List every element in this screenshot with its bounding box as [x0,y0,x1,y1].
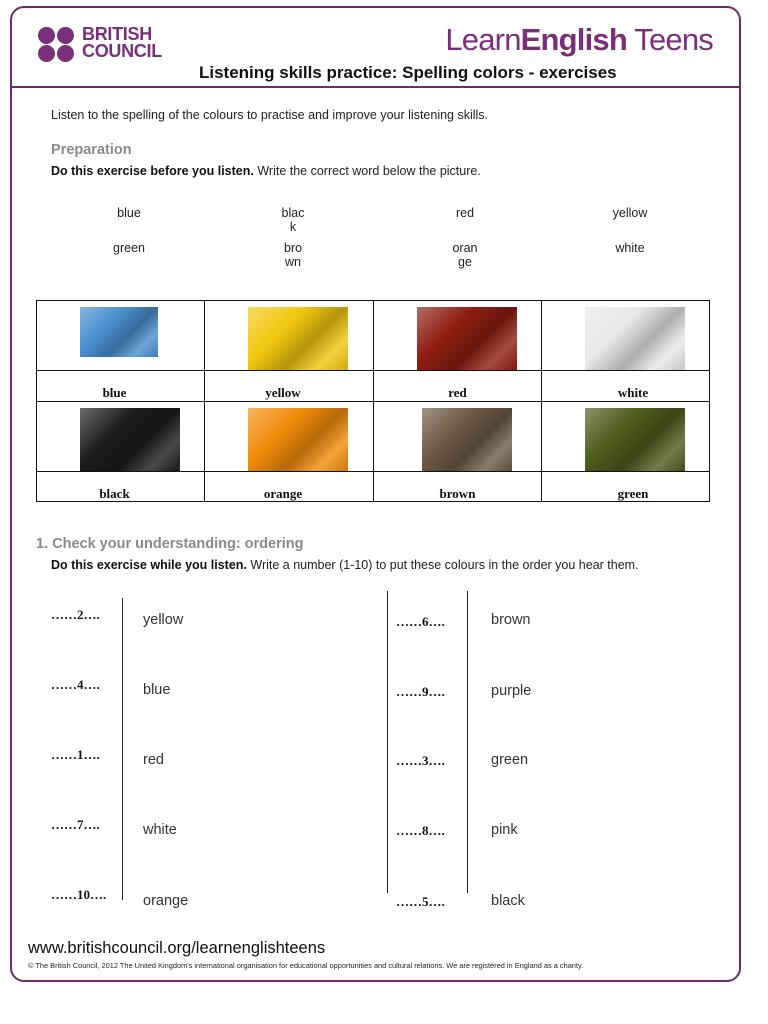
order-number-input[interactable]: ……3…. [396,753,445,768]
ordering-divider-right [467,591,468,893]
order-number-input[interactable]: ……2…. [51,607,100,622]
order-colour-word: blue [143,682,171,698]
logo-teens: Teens [627,22,713,57]
order-colour-word: purple [491,683,532,699]
picture-answer[interactable]: red [448,385,467,400]
colour-picture-orange [248,408,348,471]
order-number-input[interactable]: ……4…. [51,677,100,692]
ordering-divider-left [122,598,123,900]
order-colour-word: black [491,893,525,909]
ordering-divider-middle [387,591,388,893]
order-number-input[interactable]: ……10…. [51,887,107,902]
order-colour-word: pink [491,822,518,838]
colour-picture-white [585,307,685,370]
word-bank-item: blue [117,206,141,220]
word-bank-item: blac k [281,206,305,234]
order-number-input[interactable]: ……1…. [51,747,100,762]
logo-learn: Learn [445,22,521,57]
order-colour-word: brown [491,612,531,628]
order-colour-word: green [491,752,529,768]
picture-answer[interactable]: yellow [265,385,301,400]
british-council-wordmark: BRITISH COUNCIL [82,24,162,61]
page-title: Listening skills practice: Spelling colors - exercises [199,63,617,82]
word-bank-item: white [615,241,645,255]
ordering-instruction [51,558,639,572]
order-number-input[interactable]: ……9…. [396,684,445,699]
colour-picture-green [585,408,685,471]
header-divider [10,86,741,88]
preparation-instruction [51,164,481,178]
order-colour-word: orange [143,893,189,909]
picture-answer[interactable]: blue [102,385,127,400]
colour-picture-red [417,307,517,370]
learnenglish-teens-logo [445,22,713,58]
order-number-input[interactable]: ……7…. [51,817,100,832]
british-council-dots-icon [38,27,76,63]
preparation-instruction-bold: Do this exercise before you listen. [51,164,254,178]
word-bank-item: oran ge [452,241,478,269]
picture-answer[interactable]: green [617,486,649,501]
intro-text: Listen to the spelling of the colours to practise and improve your listening skills. [51,108,489,122]
footer-copyright: © The British Council, 2012 The United Kingdom's international organisation for educational opportunities and cultural relations. We are registered in England as a charity. [28,961,584,970]
preparation-instruction-rest: Write the correct word below the picture. [253,164,481,178]
order-number-input[interactable]: ……8…. [396,823,445,838]
word-bank-item: yellow [612,206,648,220]
order-number-input[interactable]: ……6…. [396,614,445,629]
picture-answer[interactable]: brown [439,486,476,501]
word-bank-item: bro wn [283,241,303,269]
colour-picture-blue [80,307,158,357]
colour-picture-brown [422,408,512,471]
ordering-instruction-rest: Write a number (1-10) to put these colours in the order you hear them. [246,558,639,572]
order-colour-word: yellow [143,612,184,628]
logo-english: English [520,22,628,57]
colour-picture-yellow [248,307,348,370]
order-colour-word: white [143,822,177,838]
picture-table [36,300,710,502]
ordering-instruction-bold: Do this exercise while you listen. [51,558,247,572]
picture-answer[interactable]: orange [263,486,303,501]
colour-picture-black [80,408,180,471]
order-colour-word: red [143,752,164,768]
word-bank-item: green [113,241,145,255]
picture-answer[interactable]: black [99,486,130,501]
preparation-heading: Preparation [51,142,132,158]
word-bank-item: red [455,206,475,220]
ordering-heading: 1. Check your understanding: ordering [36,536,304,552]
footer-url[interactable]: www.britishcouncil.org/learnenglishteens [28,939,326,957]
order-number-input[interactable]: ……5…. [396,894,445,909]
picture-answer[interactable]: white [617,385,649,400]
